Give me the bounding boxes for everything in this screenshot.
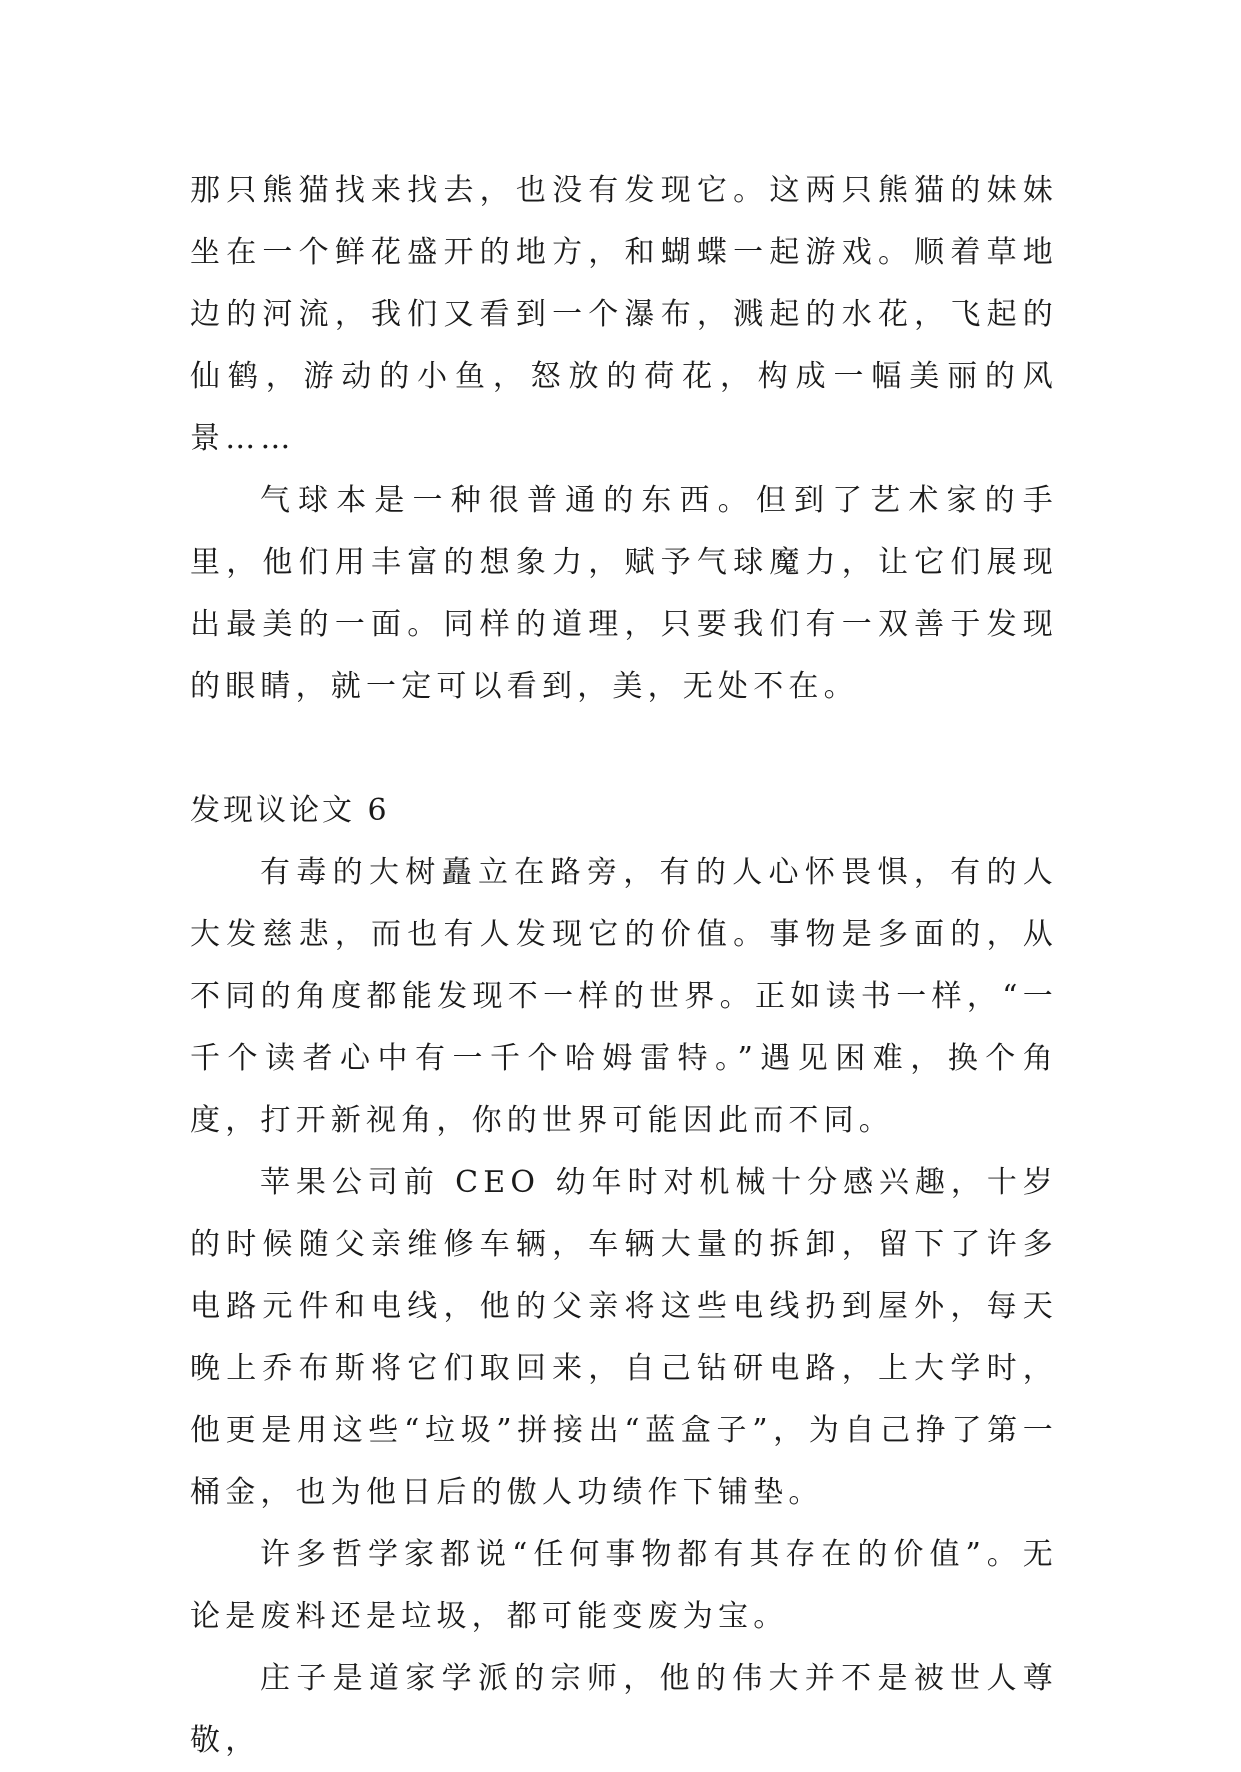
paragraph-poison-tree: 有毒的大树矗立在路旁，有的人心怀畏惧，有的人大发慈悲，而也有人发现它的价值。事物是多面的，从不同的角度都能发现不一样的世界。正如读书一样，“一千个读者心中有一千个哈姆雷特。”遇见困难，换个角度，打开新视角，你的世界可能因此而不同。 — [190, 855, 1058, 1138]
section-title: 发现议论文 6 — [190, 793, 390, 828]
paragraph-apple-ceo: 苹果公司前 CEO 幼年时对机械十分感兴趣，十岁的时候随父亲维修车辆，车辆大量的拆卸，留下了许多电路元件和电线，他的父亲将这些电线扔到屋外，每天晚上乔布斯将它们取回来，自己钻研电路，上大学时，他更是用这些“垃圾”拼接出“蓝盒子”，为自己挣了第一桶金，也为他日后的傲人功绩作下铺垫。 — [190, 1165, 1058, 1510]
paragraph-zhuangzi: 庄子是道家学派的宗师，他的伟大并不是被世人尊敬， — [190, 1661, 1058, 1758]
paragraph-balloon-beauty: 气球本是一种很普通的东西。但到了艺术家的手里，他们用丰富的想象力，赋予气球魔力，让它们展现出最美的一面。同样的道理，只要我们有一双善于发现的眼睛，就一定可以看到，美，无处不在。 — [190, 483, 1058, 704]
section-spacer — [190, 718, 1058, 780]
paragraph-panda-scene: 那只熊猫找来找去，也没有发现它。这两只熊猫的妹妹坐在一个鲜花盛开的地方，和蝴蝶一起游戏。顺着草地边的河流，我们又看到一个瀑布，溅起的水花，飞起的仙鹤，游动的小鱼，怒放的荷花，构成一幅美丽的风景…… — [190, 173, 1058, 456]
document-body — [190, 160, 1058, 1772]
paragraph-philosophers: 许多哲学家都说“任何事物都有其存在的价值”。无论是废料还是垃圾，都可能变废为宝。 — [190, 1537, 1058, 1634]
